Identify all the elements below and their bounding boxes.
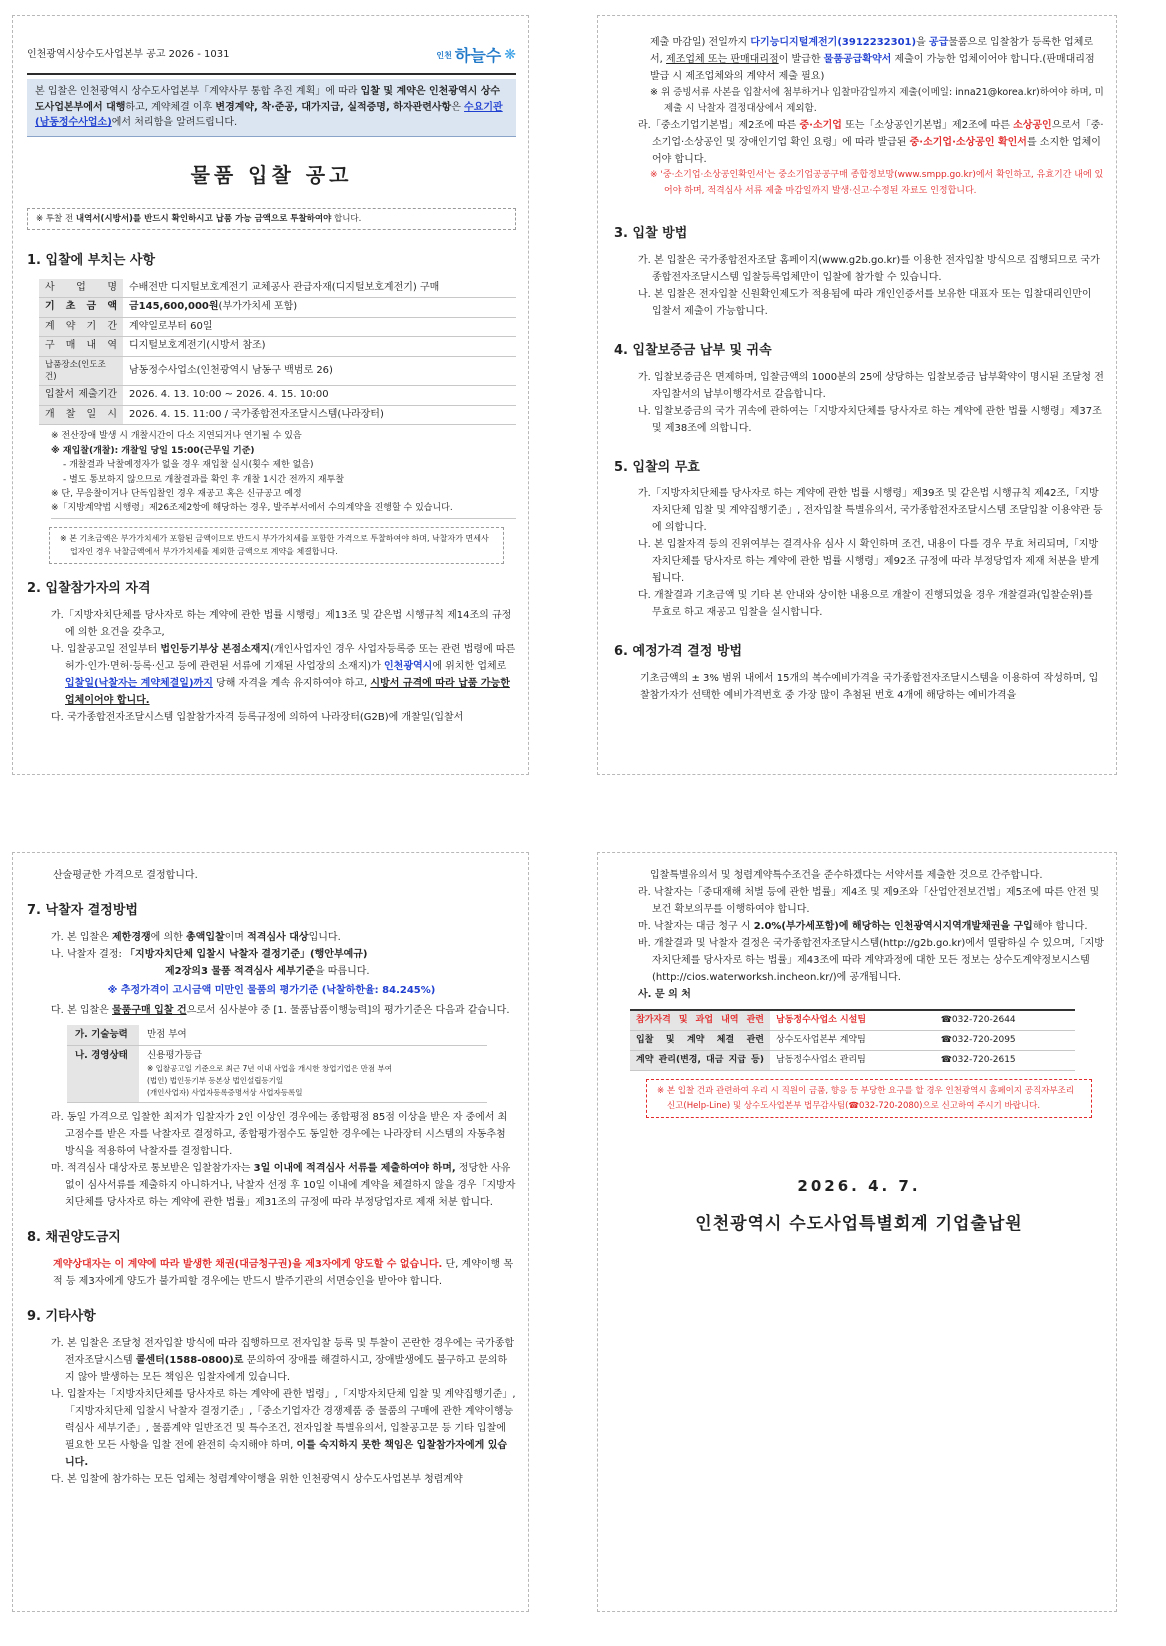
logo: 인천 하늘수 ❋ xyxy=(436,46,516,65)
paragraph: 제출 마감일) 전일까지 다기능디지털계전기(3912232301)을 공급물품으로 입찰참가 등록한 업체로서, 제조업체 또는 판매대리점이 발급한 물품공급확약서 제출이 가능한 업체이어야 합니다.(판매대리점 발급 시 제조업체와의 계약서 제출 필요) xyxy=(650,37,1095,82)
note-line: ※ 전산장애 발생 시 개찰시간이 다소 지연되거나 연기될 수 있음 xyxy=(51,431,302,442)
paragraph: 산술평균한 가격으로 결정합니다. xyxy=(53,870,198,881)
table-row: 납품장소(인도조건) 남동정수사업소(인천광역시 남동구 백범로 26) xyxy=(39,356,516,386)
table-row: 가. 기술능력 만점 부여 xyxy=(67,1025,487,1045)
section-8-heading: 8. 채권양도금지 xyxy=(27,1229,121,1245)
paragraph: 나. 입찰공고일 전일부터 법인등기부상 본점소재지(개인사업자인 경우 사업자등록증 또는 관련 법령에 따른 허가·인가·면허·등록·신고 등에 관련된 서류에 기재된 사업장의 소재지)가 인천광역시에 위치한 업체로 입찰일(낙찰자는 계약체결일)까지 당해 자격을 계속 유지하여야 하고, 시방서 규격에 따라 납품 가능한 업체이어야 합니다. xyxy=(51,643,516,706)
note-line: ※「지방계약법 시행령」제26조제2항에 해당하는 경우, 발주부서에서 수의계약을 진행할 수 있습니다. xyxy=(51,501,516,518)
paragraph: 바. 개찰결과 및 낙찰자 결정은 국가종합전자조달시스템(http://g2b.go.kr)에서 열람하실 수 있으며,「지방자치단체를 당사자로 하는 법률」제43조에 따라 계약과정에 대한 모든 정보는 상수도계약정보시스템(http://cios.waterworksh.incheon.kr/)에 공개됩니다. xyxy=(638,938,1104,983)
table-row: 계약 관리(변경, 대금 지급 등) 남동정수사업소 관리팀 ☎032-720-2615 xyxy=(630,1051,1075,1071)
table-row: 계 약 기 간 계약일로부터 60일 xyxy=(39,317,516,337)
paragraph: 나. 입찰보증금의 국가 귀속에 관하여는「지방자치단체를 당사자로 하는 계약에 관한 법률 시행령」제37조 및 제38조에 의합니다. xyxy=(638,405,1102,434)
document-page-2 xyxy=(597,15,1117,775)
note-line: ※ 재입찰(개찰): 개찰일 당일 15:00(근무일 기준) xyxy=(51,445,255,456)
paragraph: 가.「지방자치단체를 당사자로 하는 계약에 관한 법률 시행령」제39조 및 같은법 시행규칙 제42조,「지방자치단체 입찰 및 계약집행기준」, 전자입찰 특별유의서, 국가종합전자조달시스템 조달입찰 이용약관 등에 의합니다. xyxy=(638,488,1103,534)
table-row: 기 초 금 액 금145,600,000원(부가가치세 포함) xyxy=(39,298,516,318)
paragraph: 다. 국가종합전자조달시스템 입찰참가자격 등록규정에 의하여 나라장터(G2B)에 개찰일(입찰서 xyxy=(51,711,464,723)
snowflake-icon: ❋ xyxy=(504,47,516,64)
document-page-3 xyxy=(12,852,529,1612)
section-5-heading: 5. 입찰의 무효 xyxy=(614,459,700,475)
table-row: 참가자격 및 과업 내역 관련 남동정수사업소 시설팀 ☎032-720-2644 xyxy=(630,1010,1075,1031)
paragraph: 라.「중소기업기본법」제2조에 따른 중·소기업 또는「소상공인기본법」제2조에 따른 소상공인으로서「중·소기업·소상공인 및 장애인기업 확인 요령」에 따라 발급된 중·소기업·소상공인 확인서를 소지한 업체이어야 합니다. xyxy=(638,120,1104,166)
table-row: 나. 경영상태 신용평가등급 ※ 입찰공고일 기준으로 최근 7년 이내 사업을 개시한 창업기업은 만점 부여 (법인) 법인등기부 등본상 법인설립등기일 (개인사업자) 사업자등록증명서상 사업자등록일 xyxy=(67,1046,487,1103)
table-row: 사 업 명 수배전반 디지털보호계전기 교체공사 관급자재(디지털보호계전기) 구매 xyxy=(39,279,516,298)
pre-bid-note: ※ 투찰 전 내역서(시방서)를 반드시 확인하시고 납품 가능 금액으로 투찰하여야 합니다. xyxy=(27,208,516,230)
document-page-1 xyxy=(12,15,529,775)
notice-header xyxy=(27,44,516,75)
paragraph: 마. 적격심사 대상자로 통보받은 입찰참가자는 3일 이내에 적격심사 서류를 제출하여야 하며, 정당한 사유 없이 심사서류를 제출하지 아니하거나, 낙찰자 선정 후 10일 이내에 계약을 체결하지 않을 경우「지방자치단체를 당사자로 하는 계약에 관한 법률」제31조의 규정에 따라 부정당업자로 제재 처분 합니다. xyxy=(51,1162,516,1208)
table-row: 개 찰 일 시 2026. 4. 15. 11:00 / 국가종합전자조달시스템(나라장터) xyxy=(39,405,516,425)
paragraph: 가. 본 입찰은 제한경쟁에 의한 총액입찰이며 적격심사 대상입니다. xyxy=(51,931,341,943)
section-4-heading: 4. 입찰보증금 납부 및 귀속 xyxy=(614,342,772,358)
criteria-table xyxy=(67,1025,487,1103)
section-2-heading: 2. 입찰참가자의 자격 xyxy=(27,581,151,596)
paragraph: 가. 본 입찰은 조달청 전자입찰 방식에 따라 집행하므로 전자입찰 등록 및 투찰이 곤란한 경우에는 국가종합전자조달시스템 콜센터(1588-0800)로 문의하여 장애를 해결하시고, 장애발생에도 불구하고 문의하지 않아 발생하는 모든 책임은 입찰자에게 있습니다. xyxy=(51,1337,515,1383)
paragraph: 기초금액의 ± 3% 범위 내에서 15개의 복수예비가격을 국가종합전자조달시스템을 이용하여 작성하며, 입찰참가자가 선택한 예비가격번호 중 가장 많이 추첨된 번호 4개에 해당하는 예비가격을 xyxy=(640,673,1099,702)
issuing-organization: 인천광역시 수도사업특별회계 기업출납원 xyxy=(695,1213,1023,1234)
note-line: - 별도 통보하지 않으므로 개찰결과를 확인 후 개찰 1시간 전까지 재투찰 xyxy=(63,474,345,485)
notice-number: 인천광역시상수도사업본부 공고 2026 - 1031 xyxy=(27,49,230,61)
section-7-heading: 7. 낙찰자 결정방법 xyxy=(27,903,138,918)
contact-table xyxy=(630,1009,1075,1071)
paragraph: 다. 개찰결과 기초금액 및 기타 본 안내와 상이한 내용으로 개찰이 진행되었을 경우 개찰결과(입찰순위)를 무효로 하고 재공고 입찰을 실시합니다. xyxy=(638,590,1093,619)
paragraph: 가. 본 입찰은 국가종합전자조달 홈페이지(www.g2b.go.kr)를 이용한 전자입찰 방식으로 집행되므로 국가종합전자조달시스템 입찰등록업체만이 입찰에 참가할 수 있습니다. xyxy=(638,254,1100,283)
paragraph: 라. 동일 가격으로 입찰한 최저가 입찰자가 2인 이상인 경우에는 종합평점 85점 이상을 받은 자 중에서 최고점수를 받은 자를 낙찰자로 결정하고, 종합평가점수도 동일한 경우에는 나라장터 시스템의 자동추첨 방식을 적용하여 낙찰자를 결정합니다. xyxy=(51,1111,508,1157)
integrity-warning-box: ※ 본 입찰 건과 관련하여 우리 시 직원이 금품, 향응 등 부당한 요구를 할 경우 인천광역시 홈페이지 공직자부조리신고(Help-Line) 및 상수도사업본부 법무감사팀(☎032-720-2080)으로 신고하여 주시기 바랍니다. xyxy=(646,1079,1092,1118)
paragraph: 나. 본 입찰은 전자입찰 신원확인제도가 적용됨에 따라 개인인증서를 보유한 대표자 또는 입찰대리인만이 입찰서 제출이 가능합니다. xyxy=(638,288,1092,317)
intro-box: 본 입찰은 인천광역시 상수도사업본부「계약사무 통합 추진 계획」에 따라 입찰 및 계약은 인천광역시 상수도사업본부에서 대행하고, 계약체결 이후 변경계약, 착·준공, 대가지급, 실적증명, 하자관련사항은 수요기관(남동정수사업소)에서 처리함을 알려드립니다. xyxy=(27,79,516,137)
note-line: ※ 추정가격이 고시금액 미만인 물품의 평가기준 (낙찰하한율: 84.245%) xyxy=(107,984,436,996)
paragraph: 계약상대자는 이 계약에 따라 발생한 채권(대금청구권)을 제3자에게 양도할 수 없습니다. 단, 계약이행 목적 등 제3자에게 양도가 불가피할 경우에는 반드시 발주기관의 서면승인을 받아야 합니다. xyxy=(53,1258,514,1287)
table-row: 입찰 및 계약 체결 관련 상수도사업본부 계약팀 ☎032-720-2095 xyxy=(630,1031,1075,1051)
paragraph: 라. 낙찰자는「중대재해 처벌 등에 관한 법률」제4조 및 제9조와「산업안전보건법」제5조에 따른 안전 및 보건 확보의무를 이행하여야 합니다. xyxy=(638,887,1100,915)
section-3-heading: 3. 입찰 방법 xyxy=(614,225,688,241)
note-line: ※ 단, 무응찰이거나 단독입찰인 경우 재공고 혹은 신규공고 예정 xyxy=(51,489,302,500)
paragraph: 다. 본 입찰에 참가하는 모든 업체는 청렴계약이행을 위한 인천광역시 상수도사업본부 청렴계약 xyxy=(51,1473,463,1485)
note-line: ※ '중·소기업·소상공인확인서'는 중소기업공공구매 종합정보망(www.smpp.go.kr)에서 확인하고, 유효기간 내에 있어야 하며, 적격심사 서류 제출 마감일까지 발생·신고·수정된 자료도 인정합니다. xyxy=(650,170,1104,196)
section-1-heading: 1. 입찰에 부치는 사항 xyxy=(27,253,156,268)
page-title: 물품 입찰 공고 xyxy=(190,162,353,187)
section-6-heading: 6. 예정가격 결정 방법 xyxy=(614,644,743,660)
table-row: 구 매 내 역 디지털보호계전기(시방서 참조) xyxy=(39,337,516,357)
table-row: 입찰서 제출기간 2026. 4. 13. 10:00 ~ 2026. 4. 15. 10:00 xyxy=(39,386,516,406)
note-line: - 개찰결과 낙찰예정자가 없을 경우 재입찰 실시(횟수 제한 없음) xyxy=(63,460,314,471)
paragraph: 다. 본 입찰은 물품구매 입찰 건으로서 심사분야 중 [1. 물품납품이행능력]의 평가기준은 다음과 같습니다. xyxy=(51,1005,510,1017)
paragraph: 마. 낙찰자는 대금 청구 시 2.0%(부가세포함)에 해당하는 인천광역시지역개발채권을 구입해야 합니다. xyxy=(638,921,1088,932)
notice-date: 2026. 4. 7. xyxy=(797,1177,921,1196)
note-line: ※ 위 증빙서류 사본을 입찰서에 첨부하거나 입찰마감일까지 제출(이메일: inna21@korea.kr)하여야 하며, 미제출 시 낙찰자 결정대상에서 제외함. xyxy=(650,87,1104,115)
paragraph: 나. 낙찰자 결정: 「지방자치단체 입찰시 낙찰자 결정기준」(행안부예규) 제2장의3 물품 적격심사 세부기준을 따릅니다. xyxy=(51,948,370,977)
paragraph: 가.「지방자치단체를 당사자로 하는 계약에 관한 법률 시행령」제13조 및 같은법 시행규칙 제14조의 규정에 의한 요건을 갖추고, xyxy=(51,609,512,638)
paragraph: 나. 본 입찰자격 등의 진위여부는 결격사유 심사 시 확인하며 조건, 내용이 다를 경우 무효 처리되며,「지방자치단체를 당사자로 하는 계약에 관한 법률 시행령」제92조 규정에 따라 부정당업자 제재 처분을 받게 됩니다. xyxy=(638,539,1100,585)
paragraph: 사. 문 의 처 xyxy=(638,989,691,1000)
section-9-heading: 9. 기타사항 xyxy=(27,1308,96,1324)
vat-note-box: ※ 본 기초금액은 부가가치세가 포함된 금액이므로 반드시 부가가치세를 포함한 가격으로 투찰하여야 하며, 낙찰자가 면세사업자인 경우 낙찰금액에서 부가가치세를 제외한 금액으로 계약을 체결합니다. xyxy=(49,527,504,564)
document-page-4 xyxy=(597,852,1117,1612)
paragraph: 가. 입찰보증금은 면제하며, 입찰금액의 1000분의 25에 상당하는 입찰보증금 납부확약이 명시된 조달청 전자입찰서의 납부이행각서로 갈음합니다. xyxy=(638,371,1104,400)
paragraph: 입찰특별유의서 및 청렴계약특수조건을 준수하겠다는 서약서를 제출한 것으로 간주합니다. xyxy=(650,870,1043,881)
paragraph: 나. 입찰자는「지방자치단체를 당사자로 하는 계약에 관한 법령」,「지방자치단체 입찰 및 계약집행기준」,「지방자치단체 입찰시 낙찰자 결정기준」,「중소기업자간 경쟁제품 중 물품의 구매에 관한 계약이행능력심사 세부기준」, 물품계약 일반조건 및 특수조건, 전자입찰 특별유의서, 입찰공고문 등 기타 입찰에 필요한 모든 사항을 입찰 전에 완전히 숙지해야 하며, 이를 숙지하지 못한 책임은 입찰참가자에게 있습니다. xyxy=(51,1388,516,1468)
bid-spec-table xyxy=(39,279,516,426)
